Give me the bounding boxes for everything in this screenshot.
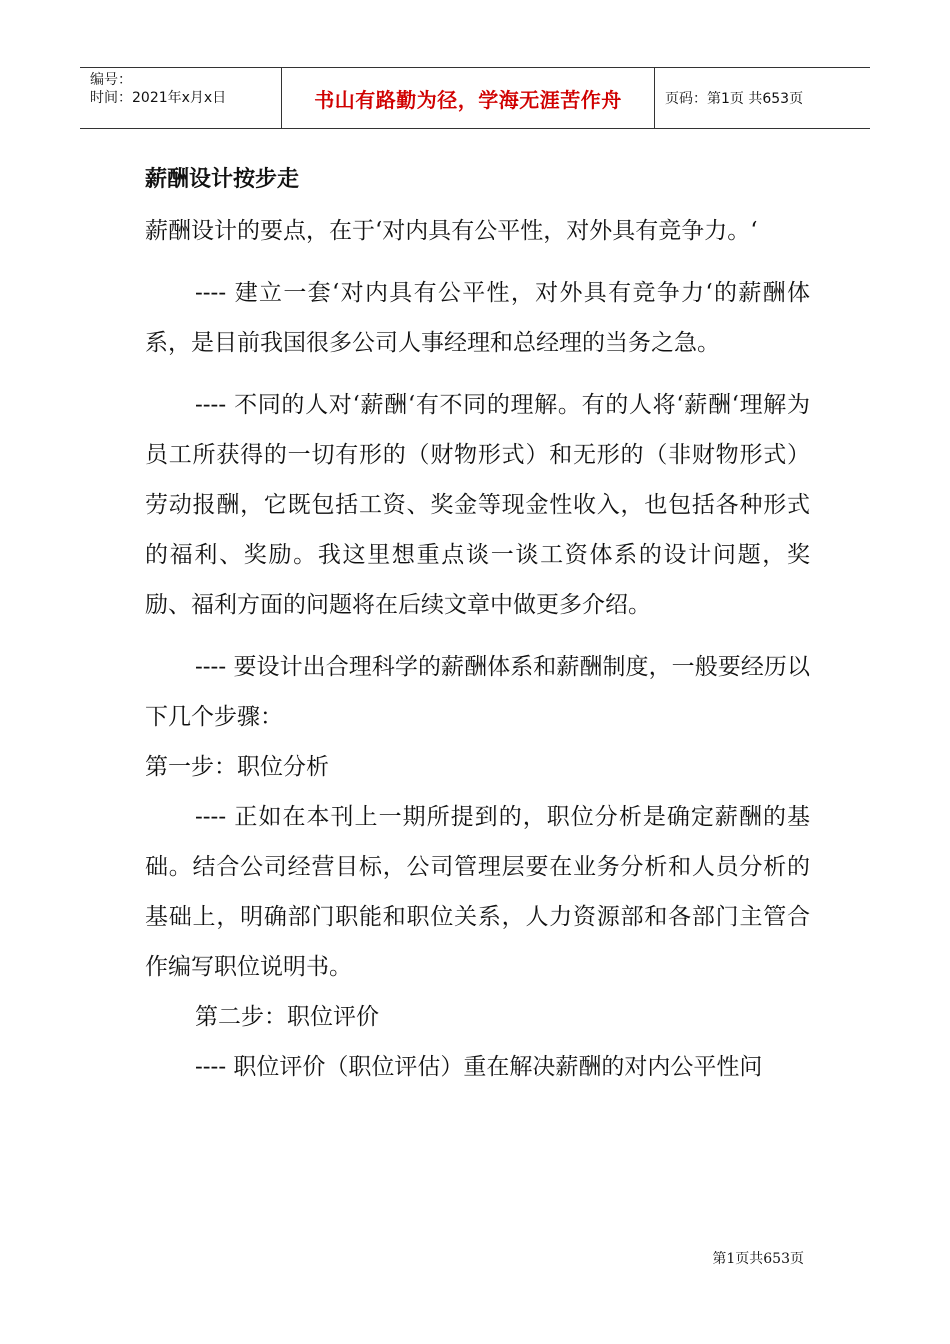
step2-paragraph: ---- 职位评价（职位评估）重在解决薪酬的对内公平性问	[195, 1054, 763, 1080]
document-body	[145, 160, 810, 1092]
step1-heading: 第一步：职位分析	[145, 754, 329, 780]
serial-number-label: 编号：	[90, 72, 132, 88]
date-label: 时间：2021年x月x日	[90, 90, 227, 106]
step2-heading: 第二步：职位评价	[195, 1004, 379, 1030]
header-page-info: 页码：第1页 共653页	[665, 91, 804, 107]
document-title: 薪酬设计按步走	[145, 167, 300, 192]
header-motto: 书山有路勤为径，学海无涯苦作舟	[282, 68, 655, 128]
paragraph-intro: 薪酬设计的要点，在于‘对内具有公平性，对外具有竞争力。‘	[145, 218, 758, 244]
paragraph-4: ---- 要设计出合理科学的薪酬体系和薪酬制度，一般要经历以下几个步骤：	[145, 654, 810, 730]
page-footer: 第1页共653页	[712, 1251, 804, 1267]
paragraph-2: ---- 建立一套‘对内具有公平性，对外具有竞争力‘的薪酬体系，是目前我国很多公司人事经理和总经理的当务之急。	[145, 280, 810, 356]
header-meta	[80, 68, 282, 128]
paragraph-3: ---- 不同的人对‘薪酬‘有不同的理解。有的人将‘薪酬‘理解为员工所获得的一切有形的（财物形式）和无形的（非财物形式）劳动报酬，它既包括工资、奖金等现金性收入，也包括各种形式的福利、奖励。我这里想重点谈一谈工资体系的设计问题，奖励、福利方面的问题将在后续文章中做更多介绍。	[145, 392, 810, 618]
step1-paragraph: ---- 正如在本刊上一期所提到的，职位分析是确定薪酬的基础。结合公司经营目标，公司管理层要在业务分析和人员分析的基础上，明确部门职能和职位关系，人力资源部和各部门主管合作编写职位说明书。	[145, 804, 810, 980]
page-header	[80, 67, 870, 129]
